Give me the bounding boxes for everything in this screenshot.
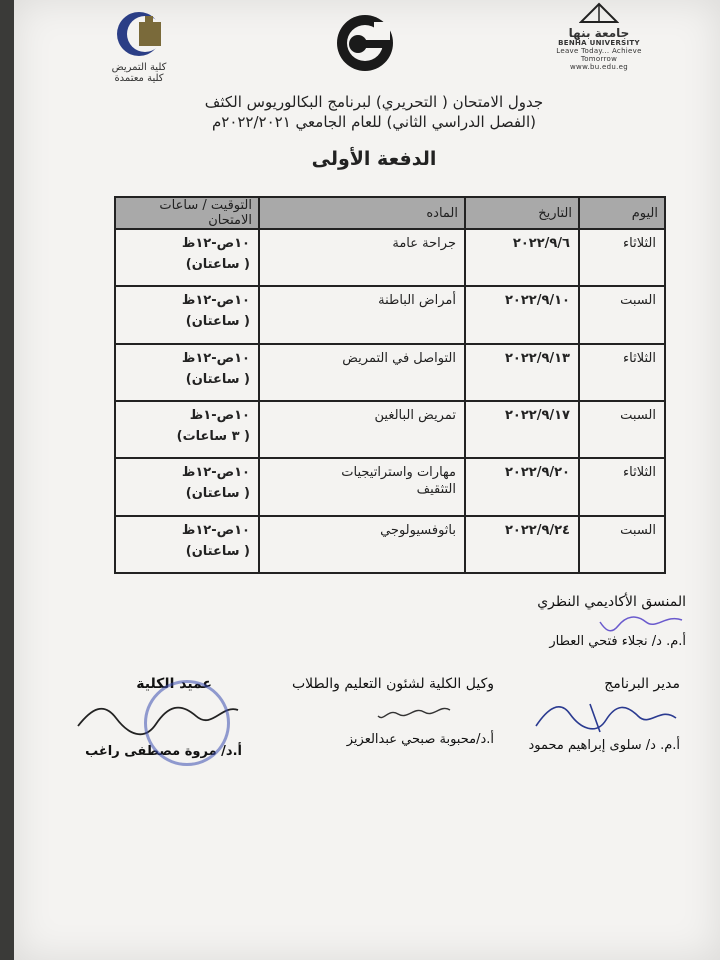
program-director-signature-scribble: [530, 698, 680, 736]
time-duration: ( ساعتان): [185, 486, 250, 502]
coordinator-signature-block: [537, 594, 686, 649]
university-name-en: BENHA UNIVERSITY: [558, 39, 640, 47]
table-row: [115, 458, 665, 515]
program-director-name: أ.م. د/ سلوى إبراهيم محمود: [528, 738, 680, 753]
document-subtitle: (الفصل الدراسي الثاني) للعام الجامعي ٢٠٢٢/٢٠٢١م: [211, 113, 537, 131]
exam-schedule-table: [114, 196, 666, 574]
university-tagline: Leave Today... Achieve Tomorrow: [556, 47, 642, 63]
subject-text-line2: التثقيف: [416, 482, 456, 498]
program-director-title: مدير البرنامج: [604, 676, 680, 692]
cell-date: ٢٠٢٢/٩/٢٤: [465, 516, 579, 573]
program-director-signature-block: [528, 676, 680, 753]
cell-time: [115, 401, 259, 458]
subject-text: مهارات واستراتيجيات: [341, 465, 456, 481]
table-row: [115, 286, 665, 343]
vice-dean-signature-block: [292, 676, 494, 747]
header-subject: الماده: [259, 197, 465, 229]
university-logo: [544, 2, 654, 71]
cell-time: [115, 286, 259, 343]
faculty-caption-1: كلية التمريض: [111, 62, 167, 73]
faculty-stamp: [144, 680, 230, 766]
header-date: التاريخ: [465, 197, 579, 229]
coordinator-title: المنسق الأكاديمي النظري: [537, 594, 686, 610]
time-range: ١٠ص-١٢ظ: [181, 236, 250, 251]
cell-subject: [259, 229, 465, 286]
table-row: [115, 401, 665, 458]
university-website: www.bu.edu.eg: [570, 63, 628, 71]
subject-text: تمريض البالغين: [374, 407, 456, 423]
cell-time: [115, 344, 259, 401]
time-range: ١٠ص-١ظ: [189, 407, 250, 423]
cell-date: ٢٠٢٢/٩/٢٠: [465, 458, 579, 515]
cell-subject: [259, 516, 465, 573]
cell-time: [115, 516, 259, 573]
cell-day: الثلاثاء: [579, 229, 665, 286]
time-duration: ( ساعتان): [185, 371, 250, 387]
cell-day: الثلاثاء: [579, 344, 665, 401]
subject-text: أمراض الباطنة: [378, 293, 456, 309]
vice-dean-name: أ.د/محبوبة صبحي عبدالعزيز: [346, 732, 494, 747]
cell-date: ٢٠٢٢/٩/١٧: [465, 401, 579, 458]
time-duration: ( ساعتان): [185, 257, 250, 272]
faculty-caption-2: كلية معتمدة: [114, 73, 164, 84]
time-range: ١٠ص-١٢ظ: [181, 465, 250, 481]
title-block: [184, 92, 564, 170]
cell-date: ٢٠٢٢/٩/١٣: [465, 344, 579, 401]
nursing-faculty-logo: [84, 10, 194, 84]
cell-subject: [259, 286, 465, 343]
document-page: [14, 0, 720, 960]
table-row: [115, 516, 665, 573]
cell-subject: [259, 344, 465, 401]
time-duration: ( ساعتان): [185, 543, 250, 559]
coordinator-name: أ.م. د/ نجلاء فتحي العطار: [549, 634, 686, 649]
cell-day: السبت: [579, 516, 665, 573]
cell-date: ٢٠٢٢/٩/١٠: [465, 286, 579, 343]
dean-name: أ.د/ مروة مصطفى راغب: [85, 744, 242, 759]
subject-text: باثوفسيولوجي: [380, 522, 456, 538]
cell-day: الثلاثاء: [579, 458, 665, 515]
table-header-row: [115, 197, 665, 229]
cell-subject: [259, 458, 465, 515]
table-row: [115, 229, 665, 286]
subject-text: التواصل في التمريض: [342, 350, 456, 366]
time-range: ١٠ص-١٢ظ: [181, 522, 250, 538]
vice-dean-signature-scribble: [374, 702, 454, 726]
cell-subject: [259, 401, 465, 458]
dean-title: عميد الكلية: [136, 676, 212, 692]
pyramid-icon: [579, 2, 619, 24]
subject-text: جراحة عامة: [392, 236, 456, 251]
document-title: جدول الامتحان ( التحريري) لبرنامج البكالوريوس الكثف: [204, 93, 544, 111]
cell-time: [115, 229, 259, 286]
header-time: التوقيت / ساعات الامتحان: [115, 197, 259, 229]
program-logo: [330, 12, 400, 74]
cell-day: السبت: [579, 286, 665, 343]
coordinator-signature-scribble: [596, 612, 686, 634]
time-range: ١٠ص-١٢ظ: [181, 293, 250, 309]
cell-date: ٢٠٢٢/٩/٦: [465, 229, 579, 286]
time-duration: ( ساعتان): [185, 314, 250, 330]
crescent-emblem-icon: [109, 10, 169, 58]
time-duration: ( ٣ ساعات): [176, 428, 250, 444]
vice-dean-title: وكيل الكلية لشئون التعليم والطلاب: [291, 676, 494, 692]
cell-time: [115, 458, 259, 515]
g-emblem-icon: [330, 12, 400, 74]
table-row: [115, 344, 665, 401]
header-day: اليوم: [579, 197, 665, 229]
batch-heading: الدفعة الأولى: [311, 148, 437, 170]
cell-day: السبت: [579, 401, 665, 458]
university-name-ar: جامعة بنها: [568, 26, 630, 40]
time-range: ١٠ص-١٢ظ: [181, 350, 250, 366]
